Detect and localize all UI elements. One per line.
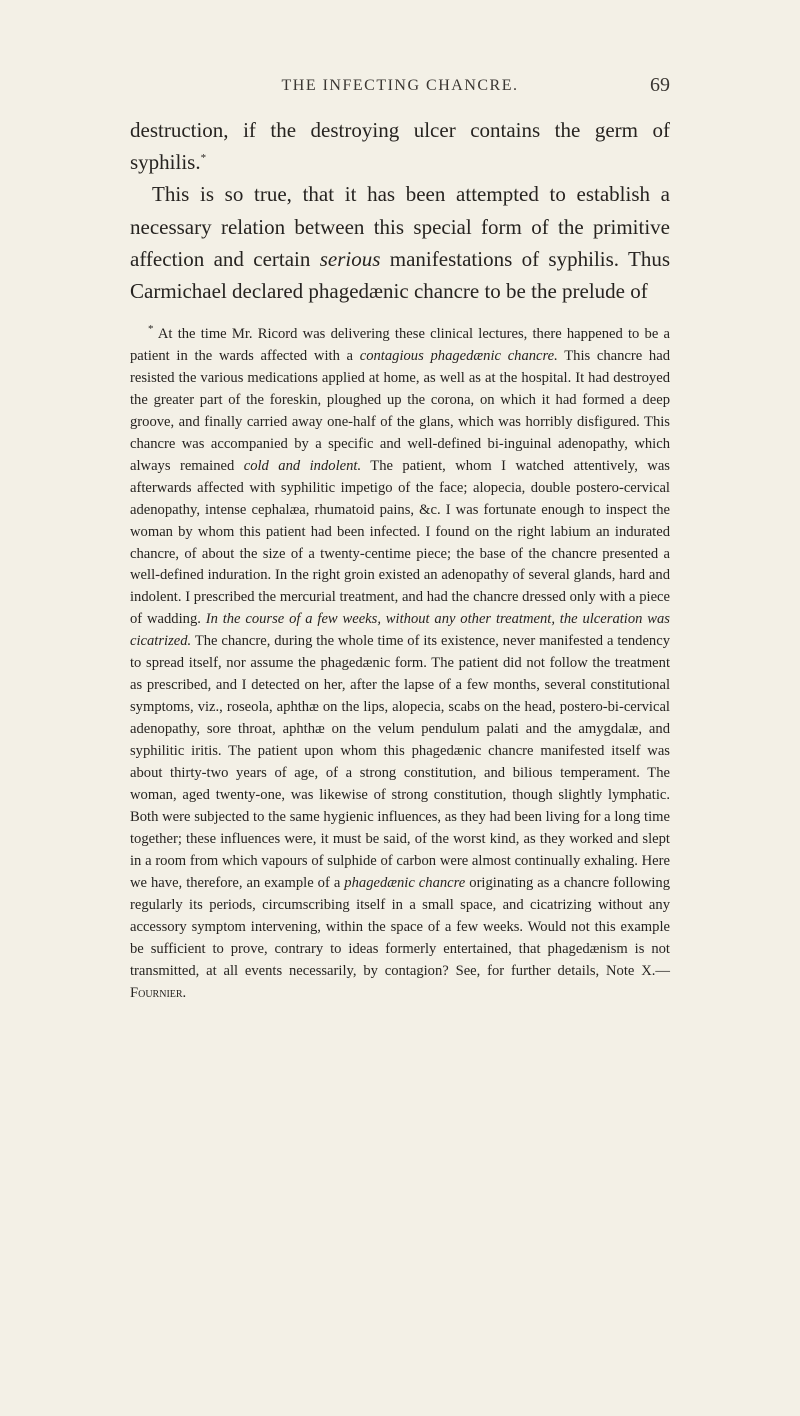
paragraph-1 [130, 114, 670, 178]
paragraph-2-text-a: This is so true, that it has been attempted to establish a necessary relation between this special form of the primitive affection and certain [130, 182, 670, 271]
main-text [130, 114, 670, 307]
footnote-text-3: The patient, whom I watched attentively, was afterwards affected with syphilitic impetigo of the face; alopecia, double postero-cervical adenopathy, intense cephalæa, rhumatoid pains, &c. I was fortunate enough to inspect the woman by whom this patient had been infected. I found on the right labium an indurated chancre, of about the size of a twenty-centime piece; the base of the chancre presented a well-defined induration. In the right groin existed an adenopathy of several glands, hard and indolent. I prescribed the mercurial treatment, and had the chancre dressed only with a piece of wadding. [130, 457, 670, 628]
running-head [0, 74, 800, 101]
running-title: THE INFECTING CHANCRE. [281, 77, 519, 94]
footnote-text-1: At the time Mr. Ricord was delivering these clinical lectures, there happened to be a patient in the wards affected with a [130, 326, 670, 364]
footnote [130, 324, 670, 1005]
footnote-text-4: The chancre, during the whole time of its existence, never manifested a tendency to spread itself, nor assume the phagedænic form. The patient did not follow the treatment as prescribed, and I detected on her, after the lapse of a few months, several constitutional symptoms, viz., roseola, aphthæ on the lips, alopecia, scabs on the head, postero-bi-cervical adenopathy, sore throat, aphthæ on the velum pendulum palati and the amygdalæ, and syphilitic iritis. The patient upon whom this phagedænic chancre manifested itself was about thirty-two years of age, of a strong constitution, and bilious temperament. The woman, aged twenty-one, was likewise of strong constitution, though slightly lymphatic. Both were subjected to the same hygienic influences, as they had been living for a long time together; these influences were, it must be said, of the worst kind, as they worked and slept in a room from which vapours of sulphide of carbon were almost continually exhaling. Here we have, therefore, an example of a [130, 633, 670, 891]
footnote-signature: Fournier. [130, 984, 187, 1001]
footnote-mark: * [148, 323, 154, 336]
footnote-emphasis-1: contagious phagedænic chancre. [359, 347, 558, 364]
paragraph-2 [130, 178, 670, 307]
footnote-text-2: This chancre had resisted the various medications applied at home, as well as at the hospital. It had destroyed the greater part of the foreskin, ploughed up the corona, on which it had formed a deep groove, and finally carried away one-half of the glans, which was horribly disfigured. This chancre was accompanied by a specific and well-defined bi-inguinal adenopathy, which always remained [130, 347, 671, 474]
footnote-reference-mark: * [200, 152, 207, 165]
footnote-text-5: originating as a chancre following regularly its periods, circumscribing itself in a small space, and cicatrizing without any accessory symptom intervening, within the space of a few weeks. Would not this example be sufficient to prove, contrary to ideas formerly entertained, that phagedænism is not transmitted, at all events necessarily, by contagion? See, for further details, Note X.— [130, 874, 671, 979]
paragraph-2-emphasis: serious [319, 246, 381, 271]
footnote-emphasis-4: phagedænic chancre [344, 874, 466, 891]
paragraph-1-text: destruction, if the destroying ulcer contains the germ of syphilis. [130, 118, 670, 175]
page-number: 69 [650, 74, 670, 96]
paragraph-2-text-b: manifestations of syphilis. Thus Carmichael declared phagedænic chancre to be the prelude of [130, 246, 670, 304]
footnote-emphasis-2: cold and indolent. [243, 457, 362, 474]
footnote-emphasis-3: In the course of a few weeks, without any other treatment, the ulceration was cicatrized. [130, 611, 670, 650]
